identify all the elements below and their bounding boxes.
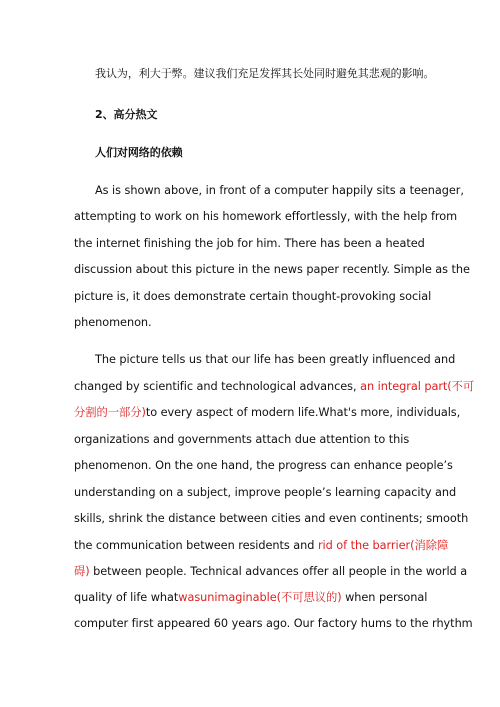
- highlighted-phrase: rid of the barrier(消除障: [317, 539, 449, 552]
- paragraph-line: [74, 539, 448, 553]
- paragraph-line: the internet finishing the job for him. There has been a heated: [74, 237, 425, 250]
- section-heading: 2、高分热文: [95, 108, 158, 121]
- paragraph-line: organizations and governments attach due attention to this: [74, 433, 410, 446]
- paragraph-line: The picture tells us that our life has been greatly influenced and: [95, 353, 456, 366]
- highlighted-phrase: 碍): [74, 565, 90, 578]
- essay-title: 人们对网络的依赖: [95, 146, 183, 159]
- paragraph-line: [74, 380, 474, 394]
- paragraph-line: understanding on a subject, improve people’s learning capacity and: [74, 486, 457, 499]
- paragraph-line: phenomenon.: [74, 316, 152, 329]
- highlighted-phrase: wasunimaginable(不可思议的): [178, 591, 342, 604]
- plain-text: to every aspect of modern life.What's more, individuals,: [145, 406, 461, 419]
- paragraph-line: attempting to work on his homework effortlessly, with the help from: [74, 210, 458, 223]
- paragraph-line: [74, 591, 427, 605]
- paragraph-line: picture is, it does demonstrate certain thought-provoking social: [74, 290, 432, 303]
- highlighted-phrase: 分割的一部分): [74, 406, 146, 419]
- highlighted-phrase: an integral part(不可: [360, 380, 475, 393]
- plain-text: the communication between residents and: [74, 539, 318, 552]
- paragraph-line: computer first appeared 60 years ago. Our factory hums to the rhythm: [74, 617, 473, 630]
- plain-text: when personal: [341, 591, 428, 604]
- paragraph-line: skills, shrink the distance between cities and even continents; smooth: [74, 512, 469, 525]
- paragraph-line: [74, 565, 467, 579]
- paragraph-line: As is shown above, in front of a computer happily sits a teenager,: [95, 184, 464, 197]
- plain-text: changed by scientific and technological advances,: [74, 380, 361, 393]
- paragraph-line: [74, 406, 460, 420]
- paragraph-line: discussion about this picture in the news paper recently. Simple as the: [74, 263, 470, 276]
- paragraph-line: phenomenon. On the one hand, the progress can enhance people’s: [74, 459, 453, 472]
- plain-text: quality of life what: [74, 591, 179, 604]
- intro-line: 我认为，利大于弊。建议我们充足发挥其长处同时避免其悲观的影响。: [95, 67, 435, 80]
- plain-text: between people. Technical advances offer all people in the world a: [89, 565, 468, 578]
